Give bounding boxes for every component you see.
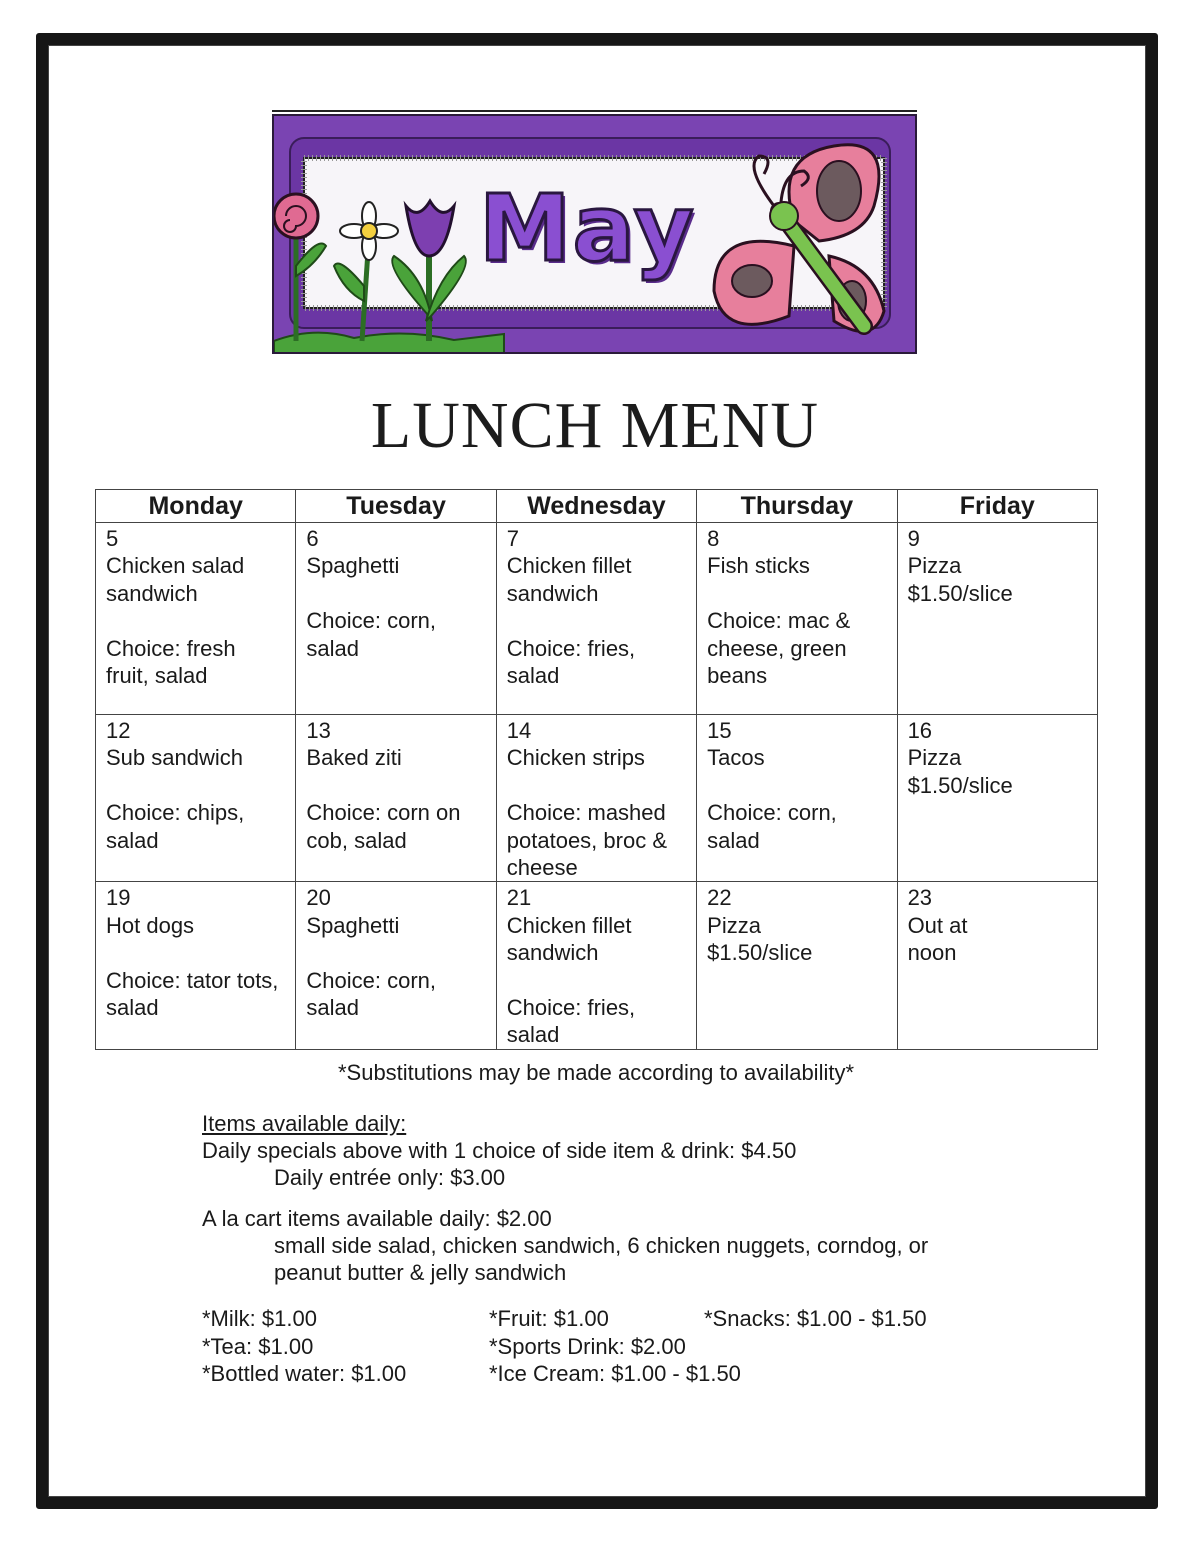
spacer (707, 580, 888, 607)
alacart-block (202, 1205, 928, 1286)
menu-cell (96, 715, 296, 882)
daily-heading: Items available daily: (202, 1111, 407, 1136)
entree-text: Pizza $1.50/slice (907, 553, 1013, 606)
day-number: 20 (306, 885, 331, 911)
entree-text: Fish sticks (707, 553, 810, 579)
addon-item: *Snacks: $1.00 - $1.50 (704, 1306, 927, 1331)
side-choice-text: Choice: corn, salad (306, 608, 437, 661)
entree-text: Chicken strips (506, 745, 645, 771)
table-row (96, 882, 1098, 1049)
menu-cell (296, 523, 496, 715)
alacart-line-2: peanut butter & jelly sandwich (274, 1260, 567, 1285)
side-choice-text: Choice: fries, salad (506, 995, 636, 1048)
day-number: 21 (506, 885, 532, 911)
entree-text: Spaghetti (306, 553, 400, 579)
day-number: 15 (707, 718, 732, 743)
header-tuesday: Tuesday (296, 490, 496, 523)
menu-cell (697, 882, 897, 1049)
banner-month-title: May (479, 175, 696, 282)
entree-text: Chicken fillet sandwich (506, 912, 632, 966)
spacer (306, 580, 487, 607)
menu-cell (697, 715, 897, 882)
addon-item: *Fruit: $1.00 (489, 1306, 609, 1331)
spacer (106, 939, 287, 966)
menu-cell (897, 715, 1097, 882)
side-choice-text: Choice: fresh fruit, salad (106, 635, 236, 689)
alacart-heading: A la cart items available daily: $2.00 (202, 1206, 552, 1231)
header-friday: Friday (897, 490, 1097, 523)
day-number: 6 (306, 526, 319, 551)
banner-rule (272, 110, 917, 112)
day-number: 19 (106, 885, 131, 911)
addons-column-3 (704, 1305, 927, 1333)
spacer (707, 772, 888, 799)
spacer (306, 772, 487, 799)
menu-cell (897, 523, 1097, 715)
side-choice-text: Choice: mashed potatoes, broc & cheese (506, 800, 667, 881)
entree-text: Chicken fillet sandwich (506, 553, 632, 606)
day-number: 8 (707, 526, 720, 551)
table-row (96, 715, 1098, 882)
day-number: 7 (506, 526, 520, 551)
alacart-line-1: small side salad, chicken sandwich, 6 chicken nuggets, corndog, or (274, 1233, 929, 1258)
daily-special-line: Daily specials above with 1 choice of side item & drink: $4.50 (202, 1138, 797, 1163)
addon-item: *Ice Cream: $1.00 - $1.50 (489, 1361, 741, 1386)
addon-item: *Milk: $1.00 (202, 1306, 317, 1331)
spacer (507, 967, 688, 994)
day-number: 5 (106, 526, 119, 551)
daily-entree-line: Daily entrée only: $3.00 (274, 1165, 506, 1190)
menu-cell (296, 715, 496, 882)
substitution-note: *Substitutions may be made according to availability* (337, 1060, 855, 1085)
entree-text: Chicken salad sandwich (106, 553, 245, 606)
entree-text: Pizza $1.50/slice (707, 912, 813, 966)
side-choice-text: Choice: corn, salad (707, 800, 837, 853)
side-choice-text: Choice: corn on cob, salad (306, 800, 461, 853)
side-choice-text: Choice: mac & cheese, green beans (707, 608, 851, 689)
side-choice-text: Choice: corn, salad (306, 967, 437, 1021)
menu-cell (697, 523, 897, 715)
side-choice-text: Choice: chips, salad (106, 800, 245, 853)
table-header-row (96, 490, 1098, 523)
spacer (106, 607, 287, 634)
entree-text: Pizza $1.50/slice (907, 745, 1013, 798)
menu-cell (296, 882, 496, 1049)
addon-item: *Bottled water: $1.00 (202, 1361, 407, 1386)
spacer (507, 607, 688, 634)
page-title: LUNCH MENU (370, 389, 820, 462)
day-number: 22 (707, 885, 732, 911)
day-number: 13 (306, 718, 331, 743)
lunch-menu-table (95, 489, 1098, 1050)
header-monday: Monday (96, 490, 296, 523)
side-choice-text: Choice: fries, salad (506, 635, 636, 689)
day-number: 23 (907, 885, 933, 911)
menu-cell (96, 882, 296, 1049)
menu-cell (496, 715, 696, 882)
spacer (106, 772, 287, 799)
side-choice-text: Choice: tator tots, salad (106, 967, 279, 1021)
entree-text: Out at noon (907, 912, 968, 966)
menu-cell (96, 523, 296, 715)
entree-text: Spaghetti (306, 912, 400, 938)
day-number: 12 (106, 718, 131, 743)
entree-text: Hot dogs (106, 912, 195, 938)
spacer (507, 772, 688, 799)
addons-column-1 (202, 1305, 406, 1388)
menu-cell (897, 882, 1097, 1049)
spacer (306, 939, 487, 966)
entree-text: Baked ziti (306, 745, 402, 771)
may-banner (272, 114, 917, 354)
menu-cell (496, 882, 696, 1049)
day-number: 16 (907, 718, 933, 743)
day-number: 14 (506, 718, 532, 743)
entree-text: Sub sandwich (106, 745, 243, 771)
day-number: 9 (907, 526, 920, 551)
daily-items-block (202, 1110, 796, 1191)
header-thursday: Thursday (697, 490, 897, 523)
entree-text: Tacos (707, 745, 765, 771)
table-row (96, 523, 1098, 715)
addon-item: *Sports Drink: $2.00 (489, 1333, 686, 1359)
addon-item: *Tea: $1.00 (202, 1333, 314, 1359)
menu-cell (496, 523, 696, 715)
header-wednesday: Wednesday (496, 490, 696, 523)
